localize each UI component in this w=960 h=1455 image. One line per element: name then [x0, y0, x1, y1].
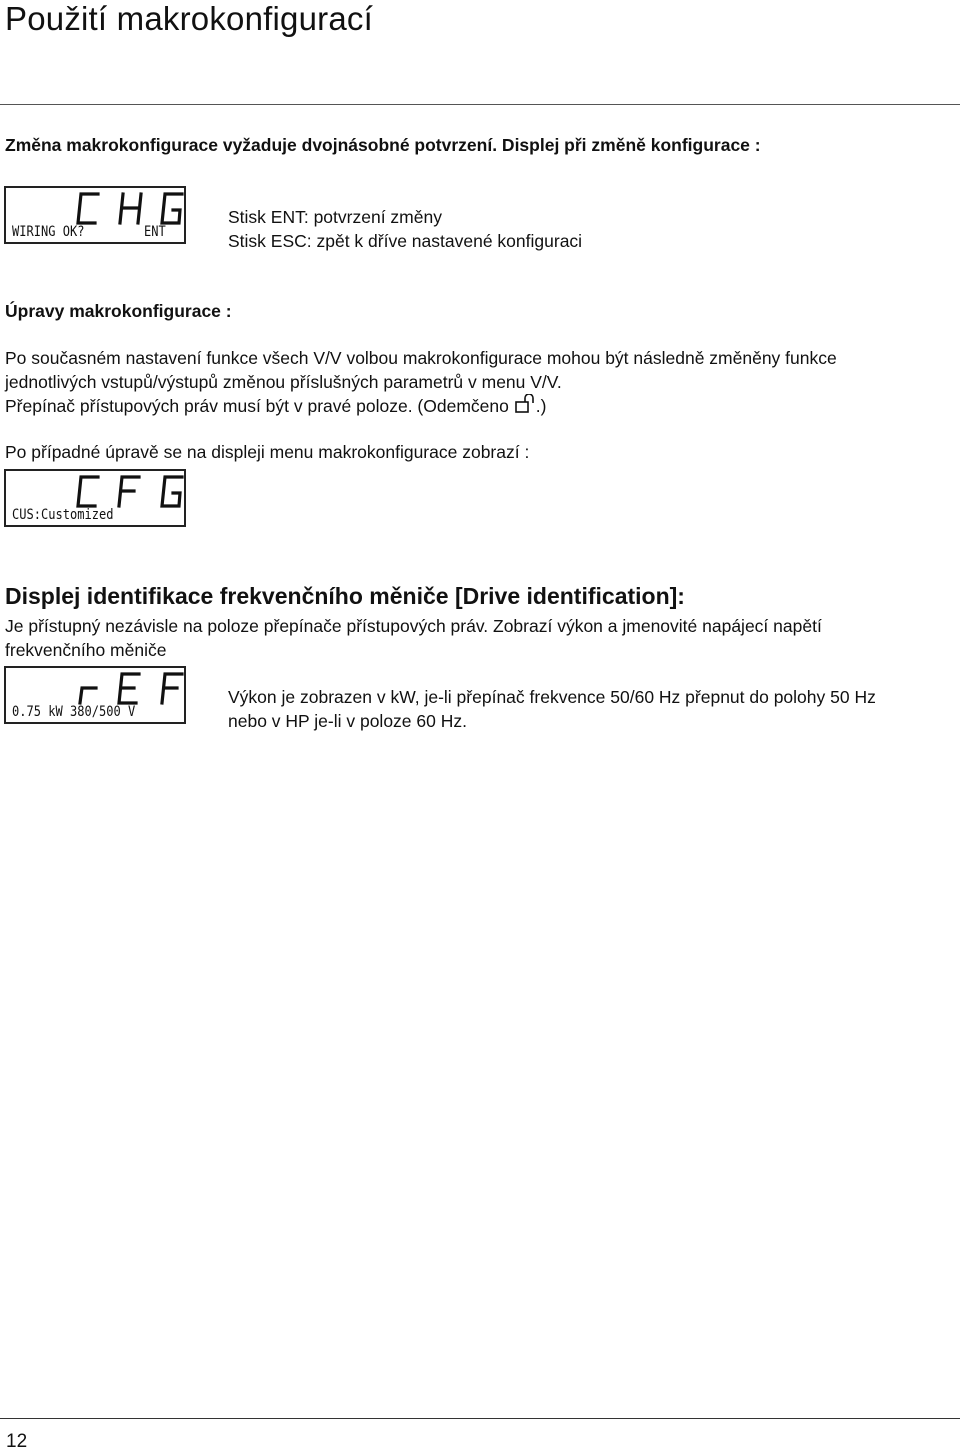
- unlocked-padlock-icon: [514, 398, 536, 414]
- drive-note-line2: nebo v HP je-li v poloze 60 Hz.: [228, 711, 467, 731]
- change-intro: Změna makrokonfigurace vyžaduje dvojnásobné potvrzení. Displej při změně konfigurace :: [5, 135, 761, 155]
- page-title: Použití makrokonfigurací: [5, 0, 373, 37]
- edit-para-line1: Po současném nastavení funkce všech V/V volbou makrokonfigurace mohou být následně změněny funkce: [5, 348, 837, 368]
- edit-heading: Úpravy makrokonfigurace :: [5, 301, 232, 321]
- drive-para-line1: Je přístupný nezávisle na poloze přepínače přístupových práv. Zobrazí výkon a jmenovité napájecí napětí: [5, 616, 822, 636]
- drive-note-line1: Výkon je zobrazen v kW, je-li přepínač frekvence 50/60 Hz přepnut do polohy 50 Hz: [228, 687, 876, 707]
- edit-para-line3-end: .): [535, 396, 547, 416]
- drive-para-line2: frekvenčního měniče: [5, 640, 167, 660]
- lcd-display-cfg: [4, 469, 186, 527]
- esc-instruction: Stisk ESC: zpět k dříve nastavené konfiguraci: [228, 231, 583, 251]
- page-number: 12: [6, 1431, 28, 1452]
- edit-para-line2: jednotlivých vstupů/výstupů změnou příslušných parametrů v menu V/V.: [5, 372, 562, 392]
- lcd-line-text: CUS:Customized: [12, 507, 114, 523]
- lcd-line-right: ENT: [144, 224, 166, 240]
- lcd-display-ref: [4, 666, 186, 724]
- edit-para-line3-start: Přepínač přístupových práv musí být v pravé poloze. (Odemčeno: [5, 396, 509, 416]
- lcd-display-chg: [4, 186, 186, 244]
- edit-after-text: Po případné úpravě se na displeji menu makrokonfigurace zobrazí :: [5, 442, 530, 462]
- ent-instruction: Stisk ENT: potvrzení změny: [228, 207, 442, 227]
- lcd-line-text: WIRING OK?: [12, 224, 85, 240]
- title-divider: [0, 104, 960, 105]
- lcd-line-text: 0.75 kW 380/500 V: [12, 704, 136, 720]
- drive-heading: Displej identifikace frekvenčního měniče [Drive identification]:: [5, 583, 685, 609]
- footer-divider: [0, 1418, 960, 1419]
- edit-para-line3: [5, 394, 546, 418]
